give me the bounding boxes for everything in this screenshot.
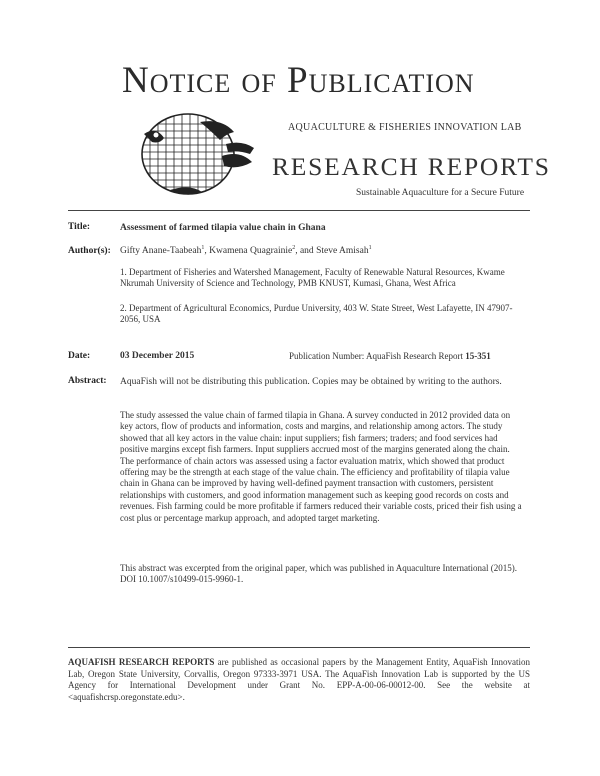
footer-note — [68, 657, 530, 703]
paper-title: Assessment of farmed tilapia value chain in Ghana — [120, 223, 326, 233]
author-separator: , and — [295, 246, 317, 256]
abstract-label: Abstract: — [68, 376, 107, 386]
authors-list — [120, 245, 372, 257]
series-title: RESEARCH REPORTS — [272, 152, 551, 181]
abstract-source-note: This abstract was excerpted from the original paper, which was published in Aquaculture International (2015). DOI 10.1007/s10499-015-9960-1. — [120, 563, 518, 585]
publication-number-value: 15-351 — [465, 351, 491, 361]
footer-series-name: AQUAFISH RESEARCH REPORTS — [68, 657, 215, 667]
footer-divider — [68, 647, 530, 648]
date-label: Date: — [68, 351, 91, 361]
title-label: Title: — [68, 222, 90, 232]
fish-logo-icon — [130, 104, 258, 208]
publication-number-label: Publication Number: AquaFish Research Report — [289, 351, 466, 361]
tagline: Sustainable Aquaculture for a Secure Future — [356, 188, 525, 198]
header-divider — [68, 210, 530, 211]
author-separator: , — [204, 246, 210, 256]
author-name: Steve Amisah — [316, 246, 369, 256]
abstract-availability: AquaFish will not be distributing this publication. Copies may be obtained by writing to the authors. — [120, 377, 502, 387]
author-name: Kwamena Quagrainie — [209, 246, 293, 256]
author-name: Gifty Anane-Taabeah — [120, 246, 202, 256]
lab-name: AQUACULTURE & FISHERIES INNOVATION LAB — [288, 122, 522, 133]
footer-text: are published as occasional papers by the Management Entity, AquaFish Innovation Lab, Oregon State University, Corvallis, Oregon 97333-3971 USA. The AquaFish Innovation Lab is supported by the US Agency for International Development under Grant No. EPP-A-00-06-00012-00. See the website at <aquafishcrsp.oregonstate.edu>. — [68, 657, 530, 702]
author-affiliation-mark: 1 — [368, 244, 372, 251]
authors-label: Author(s): — [68, 246, 111, 256]
affiliation-1: 1. Department of Fisheries and Watershed Management, Faculty of Renewable Natural Resources, Kwame Nkrumah University of Science and Technology, PMB KNUST, Kumasi, Ghana, West Africa — [120, 267, 505, 289]
page-title: Notice of Publication — [122, 60, 475, 101]
author-affiliation-mark: 1 — [201, 244, 205, 251]
publication-number — [289, 350, 491, 362]
author-affiliation-mark: 2 — [292, 244, 296, 251]
abstract-body: The study assessed the value chain of farmed tilapia in Ghana. A survey conducted in 2012 provided data on key actors, flow of products and information, costs and margins, and relationship among actors. The study showed that all key actors in the value chain: input suppliers; fish farmers; traders; and food services had positive margins except fish farmers. Input suppliers accrued most of the margins generated along the chain. The performance of chain actors was assessed using a factor evaluation matrix, which showed that product offering may be the strength at each stage of the value chain. The efficiency and profitability of tilapia value chain in Ghana can be improved by having well-defined payment transaction with customers, persistent relationships with customers, and good information management such as keeping good records on costs and revenues. Fish farming could be more profitable if farmers reduced their variable costs, priced their fish using a cost plus or percentage markup approach, and adopted target marketing. — [120, 410, 522, 523]
affiliation-2: 2. Department of Agricultural Economics, Purdue University, 403 W. State Street, West Lafayette, IN 47907-2056, USA — [120, 303, 513, 325]
publication-date: 03 December 2015 — [120, 351, 195, 361]
